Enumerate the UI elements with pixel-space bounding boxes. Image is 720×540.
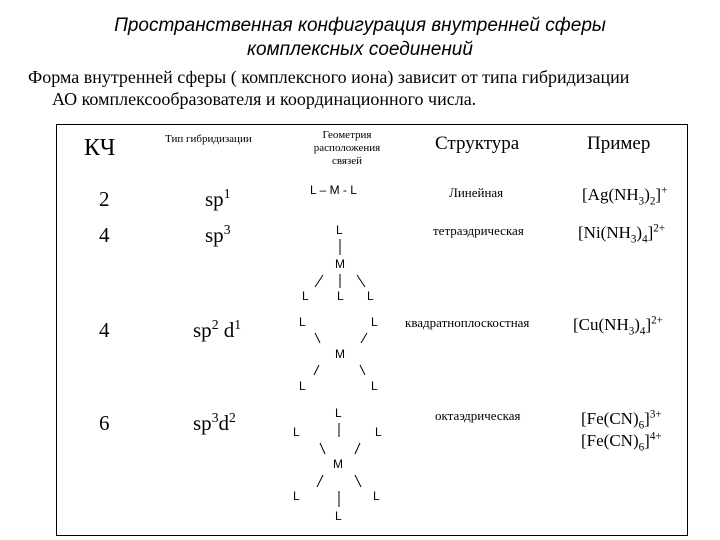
row1-structure: Линейная xyxy=(449,185,504,200)
row1-ex-pre: [Ag(NH xyxy=(582,185,639,204)
row2-ex-sub2: 4 xyxy=(642,233,648,246)
header-hybridization: Тип гибридизации xyxy=(165,133,252,145)
row4-hyb2-sup: 2 xyxy=(229,410,236,425)
page-title-line2: комплексных соединений xyxy=(247,39,473,60)
oct-bond-ul xyxy=(320,443,325,454)
row1-geometry: L – M - L xyxy=(310,183,357,197)
oct-ligand-bottom: L xyxy=(335,509,342,523)
sq-ligand-tr: L xyxy=(371,315,378,329)
row1-ex-sup: + xyxy=(661,184,668,197)
row2-ex-mid: ) xyxy=(636,223,643,242)
oct-ligand-lr: L xyxy=(373,489,380,503)
row4-hyb-base: sp xyxy=(193,411,212,435)
row4-ex2-sup: 4+ xyxy=(649,430,662,443)
oct-bond-lr xyxy=(355,475,361,487)
intro-text-line2: АО комплексообразователя и координационного числа. xyxy=(52,89,477,109)
row1-ex-sub1: 3 xyxy=(638,195,645,208)
row4-ex1-pre: [Fe(CN) xyxy=(581,409,639,428)
row4-hyb2-base: d xyxy=(218,411,230,435)
row3-structure: квадратноплоскостная xyxy=(405,315,530,330)
row4-ex1-sub: 6 xyxy=(638,419,645,432)
sq-ligand-bl: L xyxy=(299,379,306,393)
oct-ligand-ll: L xyxy=(293,489,300,503)
row4-ex2-sub: 6 xyxy=(638,441,645,454)
row2-ex-pre: [Ni(NH xyxy=(578,223,631,242)
row4-ex1-sup: 3+ xyxy=(649,408,662,421)
row3-cn: 4 xyxy=(99,318,110,342)
row3-ex-sup: 2+ xyxy=(651,314,663,327)
tet-ligand-mid: L xyxy=(337,289,344,303)
intro-text: Форма внутренней сферы ( комплексного иона) зависит от типа гибридизации xyxy=(28,67,630,87)
row4-ex2-pre: [Fe(CN) xyxy=(581,431,639,450)
tet-ligand-right: L xyxy=(367,289,374,303)
header-structure: Структура xyxy=(435,133,520,154)
row3-hyb-base: sp xyxy=(193,318,212,342)
header-geometry-l1: Геометрия xyxy=(322,129,372,141)
oct-ligand-top: L xyxy=(335,406,342,420)
tet-ligand-left: L xyxy=(302,289,309,303)
sq-ligand-tl: L xyxy=(299,315,306,329)
geometry-bonds xyxy=(57,125,687,535)
row3-ex-sub2: 4 xyxy=(639,325,646,338)
row1-cn: 2 xyxy=(99,187,110,211)
tet-ligand-top: L xyxy=(336,223,343,237)
row3-ex-sub1: 3 xyxy=(628,325,635,338)
oct-metal: M xyxy=(333,457,343,471)
row2-ex-sub1: 3 xyxy=(630,233,637,246)
row4-hyb-sup: 3 xyxy=(211,410,219,425)
row4-structure: октаэдрическая xyxy=(435,408,521,423)
row2-cn: 4 xyxy=(99,223,110,247)
row1-ex-mid: ) xyxy=(644,185,650,204)
header-geometry-l2: расположения xyxy=(313,142,381,154)
sq-bond-bl xyxy=(314,365,319,375)
sq-bond-br xyxy=(360,365,365,375)
row4-ex1-post: ] xyxy=(644,409,650,428)
header-cn: КЧ xyxy=(84,135,116,161)
row3-hyb2-sup: 1 xyxy=(234,317,242,332)
tet-metal: M xyxy=(335,257,345,271)
row1-hyb-sup: 1 xyxy=(223,186,231,201)
row4-cn: 6 xyxy=(99,411,110,435)
sq-ligand-br: L xyxy=(371,379,378,393)
row3-ex-post: ] xyxy=(645,315,652,334)
row2-structure: тетраэдрическая xyxy=(433,223,524,238)
header-example: Пример xyxy=(587,133,651,154)
row3-ex-pre: [Cu(NH xyxy=(573,315,629,334)
sq-metal: M xyxy=(335,347,345,361)
page-title: Пространственная конфигурация внутренней сферы xyxy=(114,15,606,36)
row3-hyb-sup: 2 xyxy=(211,317,219,332)
row2-hyb-base: sp xyxy=(205,223,224,247)
row1-ex-sub2: 2 xyxy=(649,195,656,208)
oct-bond-ur xyxy=(355,443,360,454)
row3-ex-mid: ) xyxy=(634,315,640,334)
tet-bond-left xyxy=(315,275,323,287)
oct-bond-ll xyxy=(317,475,323,487)
sq-bond-tr xyxy=(361,333,367,343)
header-geometry-l3: связей xyxy=(331,155,363,167)
tet-bond-right xyxy=(357,275,365,287)
row4-ex2-post: ] xyxy=(644,431,650,450)
row2-ex-post: ] xyxy=(647,223,654,242)
row1-ex-post: ] xyxy=(655,185,662,204)
row1-hyb-base: sp xyxy=(205,187,224,211)
row2-hyb-sup: 3 xyxy=(223,222,231,237)
coordination-table xyxy=(56,124,688,536)
oct-ligand-ur: L xyxy=(375,425,382,439)
row3-hyb2-base: d xyxy=(218,318,235,342)
oct-ligand-ul: L xyxy=(293,425,300,439)
row2-ex-sup: 2+ xyxy=(653,222,666,235)
sq-bond-tl xyxy=(315,333,320,343)
